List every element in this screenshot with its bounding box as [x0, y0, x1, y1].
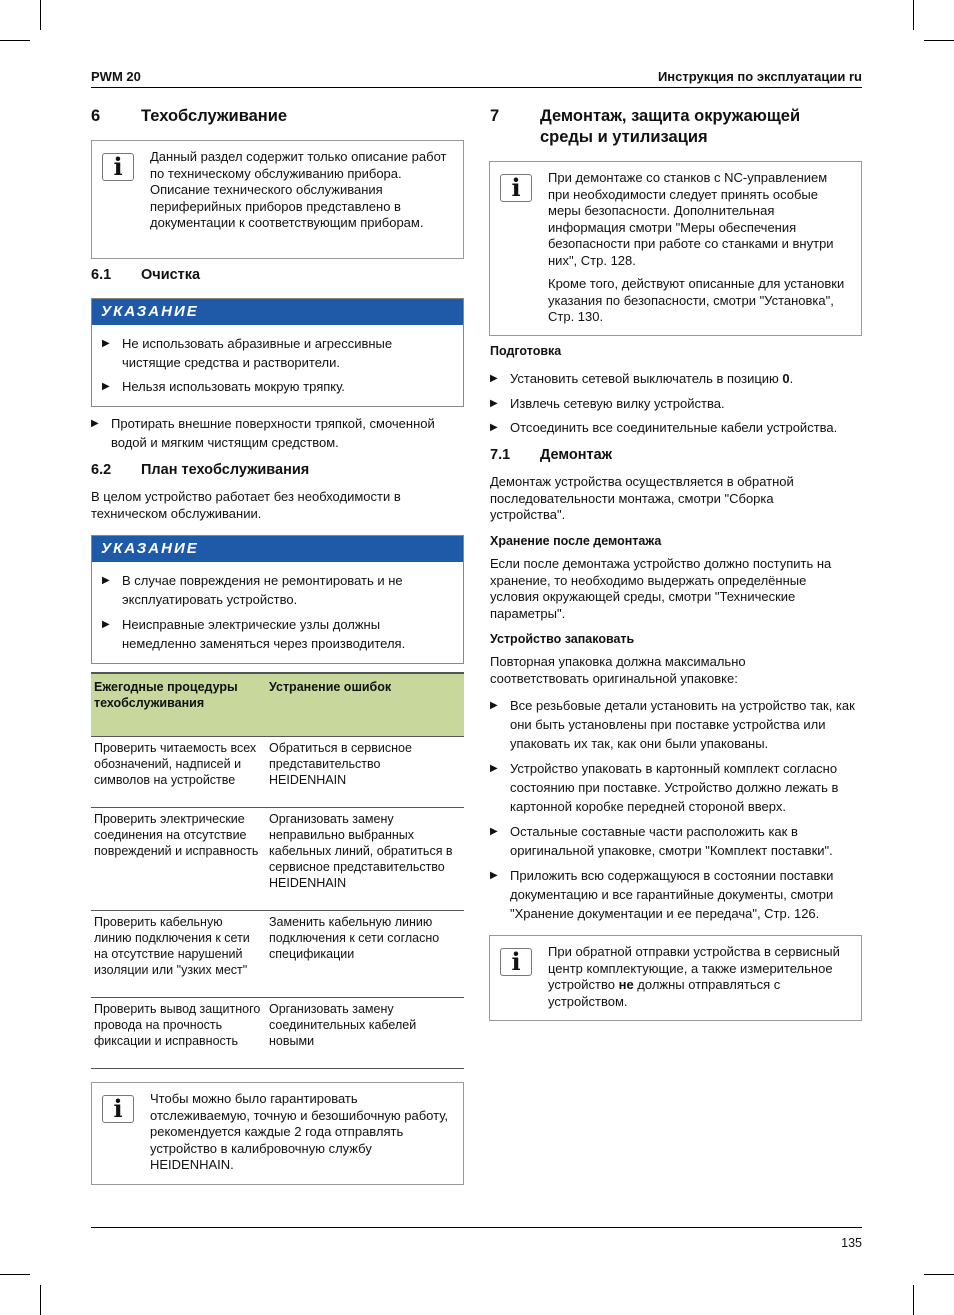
table-cell: Организовать замену неправильно выбранных кабельных линий, обратиться в сервисное представительство HEIDENHAIN — [266, 808, 464, 911]
crop-mark — [913, 1285, 914, 1315]
crop-mark — [0, 40, 30, 41]
arrow-right-icon: ▶ — [102, 338, 110, 349]
storage-text: Если после демонтажа устройство должно поступить на хранение, то необходимо выдержать определённые условия окружающей среды, смотри "Технические параметры". — [490, 556, 832, 621]
arrow-right-icon: ▶ — [490, 826, 498, 837]
info-box-safety: i При демонтаже со станков с NC-управлением при необходимости следует принять особые меры безопасности. Дополнительная информация смотри "Меры обеспечения безопасности при работе со станками и внутри них", Стр. 128. Кроме того, действуют описанные для установки указания по безопасности, смотри "Установка", Стр. 130. — [489, 161, 862, 336]
arrow-right-icon: ▶ — [91, 418, 99, 429]
maintenance-table — [91, 672, 464, 1069]
crop-mark — [40, 0, 41, 30]
arrow-right-icon: ▶ — [490, 398, 498, 409]
crop-mark — [40, 1285, 41, 1315]
footer-rule — [91, 1227, 862, 1228]
table-cell: Проверить кабельную линию подключения к сети на отсутствие нарушений изоляции или "узких мест" — [91, 911, 266, 998]
arrow-right-icon: ▶ — [102, 381, 110, 392]
page-number: 135 — [841, 1236, 862, 1250]
arrow-right-icon: ▶ — [490, 870, 498, 881]
section-6-1-heading: 6.1 Очистка — [91, 267, 201, 283]
info-box: i Данный раздел содержит только описание работ по техническому обслуживанию прибора. Описание технического обслуживания периферийных приборов представлено в документации к соответствующим приборам. — [91, 140, 464, 259]
arrow-right-icon: ▶ — [102, 575, 110, 586]
arrow-right-icon: ▶ — [490, 422, 498, 433]
preparation-heading: Подготовка — [490, 344, 562, 358]
header-product: PWM 20 — [91, 69, 141, 84]
arrow-right-icon: ▶ — [490, 700, 498, 711]
header-rule — [91, 87, 862, 88]
table-cell: Проверить электрические соединения на отсутствие повреждений и исправность — [91, 808, 266, 911]
notice-box-maintenance: УКАЗАНИЕ ▶ В случае повреждения не ремонтировать и не эксплуатировать устройство. ▶ Неисправные электрические узлы должны немедленно заменяться через производителя. — [91, 535, 464, 664]
arrow-right-icon: ▶ — [490, 763, 498, 774]
table-header-cell: Устранение ошибок — [266, 673, 464, 737]
table-row — [91, 911, 464, 998]
table-cell: Организовать замену соединительных кабелей новыми — [266, 998, 464, 1069]
crop-mark — [924, 1274, 954, 1275]
info-box-return: i При обратной отправки устройства в сервисный центр комплектующие, а также измерительное устройство не должны отправляться с устройством. — [489, 935, 862, 1021]
section-6-2-heading: 6.2 План техобслуживания — [91, 462, 310, 478]
info-icon: i — [500, 174, 532, 202]
crop-mark — [924, 40, 954, 41]
table-cell: Проверить читаемость всех обозначений, надписей и символов на устройстве — [91, 737, 266, 808]
table-cell: Заменить кабельную линию подключения к сети согласно спецификации — [266, 911, 464, 998]
storage-heading: Хранение после демонтажа — [490, 534, 662, 548]
table-header-row — [91, 673, 464, 737]
notice-title: УКАЗАНИЕ — [92, 299, 463, 325]
info-icon: i — [500, 948, 532, 976]
table-row — [91, 808, 464, 911]
disassembly-intro: Демонтаж устройства осуществляется в обратной последовательности монтажа, смотри "Сборка устройства". — [490, 474, 794, 522]
table-row — [91, 737, 464, 808]
crop-mark — [0, 1274, 30, 1275]
table-cell: Обратиться в сервисное представительство HEIDENHAIN — [266, 737, 464, 808]
section-7-1-heading: 7.1 Демонтаж — [490, 447, 612, 463]
packing-heading: Устройство запаковать — [490, 632, 635, 646]
arrow-right-icon: ▶ — [102, 619, 110, 630]
packing-text: Повторная упаковка должна максимально соответствовать оригинальной упаковке: — [490, 654, 746, 686]
info-icon: i — [102, 153, 134, 181]
arrow-right-icon: ▶ — [490, 373, 498, 384]
info-icon: i — [102, 1095, 134, 1123]
table-header-cell: Ежегодные процедуры техобслуживания — [91, 673, 266, 737]
section-7-heading: 7 Демонтаж, защита окружающей среды и утилизация — [490, 107, 801, 146]
header-title: Инструкция по эксплуатации ru — [657, 69, 862, 84]
notice-title: УКАЗАНИЕ — [92, 536, 463, 562]
table-row — [91, 998, 464, 1069]
section-6-heading: 6 Техобслуживание — [91, 107, 288, 125]
table-cell: Проверить вывод защитного провода на прочность фиксации и исправность — [91, 998, 266, 1069]
maintenance-intro: В целом устройство работает без необходимости в техническом обслуживании. — [91, 489, 401, 521]
crop-mark — [913, 0, 914, 30]
info-box-calibration: i Чтобы можно было гарантировать отслеживаемую, точную и безошибочную работу, рекомендуется каждые 2 года отправлять устройство в калибровочную службу HEIDENHAIN. — [91, 1082, 464, 1185]
notice-box-cleaning: УКАЗАНИЕ ▶ Не использовать абразивные и агрессивные чистящие средства и растворители. ▶ Нельзя использовать мокрую тряпку. — [91, 298, 464, 407]
